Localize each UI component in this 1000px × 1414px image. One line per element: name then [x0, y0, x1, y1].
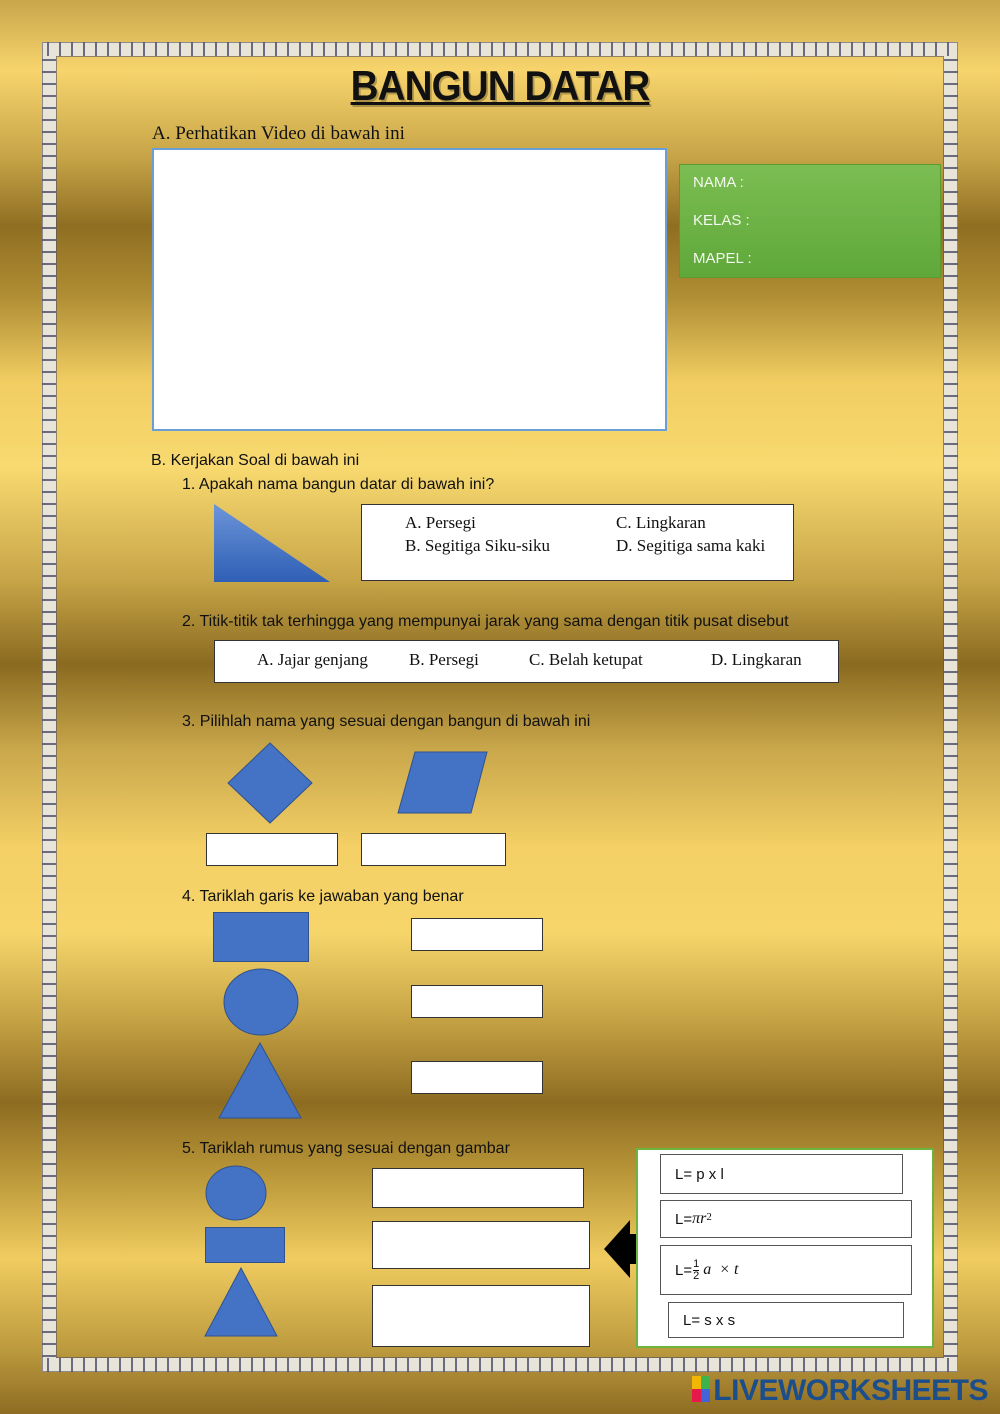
- liveworksheets-logo-icon: [692, 1376, 710, 1402]
- triangle-shape: [217, 1041, 303, 1120]
- right-triangle-shape: [208, 502, 334, 586]
- q5-answer-box-3[interactable]: [372, 1285, 590, 1347]
- formula-2-prefix: L=: [675, 1210, 693, 1228]
- q5-text: 5. Tariklah rumus yang sesuai dengan gambar: [182, 1140, 510, 1157]
- q2-option-a[interactable]: A. Jajar genjang: [257, 650, 368, 669]
- q2-option-c[interactable]: C. Belah ketupat: [529, 650, 643, 669]
- triangle-shape-q5: [203, 1266, 279, 1338]
- formula-panel: [636, 1148, 934, 1348]
- q2-options-box: [214, 640, 839, 683]
- q1-text: 1. Apakah nama bangun datar di bawah ini?: [182, 476, 495, 493]
- formula-2-exp: 2: [706, 1211, 712, 1223]
- video-player[interactable]: [152, 148, 667, 431]
- formula-4-text: L= s x s: [683, 1311, 736, 1329]
- kelas-label: KELAS :: [693, 212, 750, 229]
- rectangle-shape: [213, 912, 309, 962]
- formula-3-numerator: 1: [693, 1257, 700, 1270]
- q1-option-c[interactable]: C. Lingkaran: [616, 513, 706, 532]
- mapel-label: MAPEL :: [693, 250, 752, 267]
- q2-option-b[interactable]: B. Persegi: [409, 650, 479, 669]
- formula-card-2[interactable]: [660, 1200, 912, 1238]
- formula-2-pi: πr: [692, 1210, 707, 1227]
- q4-answer-box-1[interactable]: [411, 918, 543, 951]
- formula-1-text: L= p x l: [675, 1165, 724, 1183]
- student-info-box: [679, 164, 941, 278]
- q3-answer-input-2[interactable]: [361, 833, 506, 866]
- formula-card-3[interactable]: [660, 1245, 912, 1295]
- formula-card-1[interactable]: [660, 1154, 903, 1194]
- q1-options-box: [361, 504, 794, 581]
- circle-shape-q5: [204, 1164, 268, 1222]
- q3-answer-input-1[interactable]: [206, 833, 338, 866]
- q4-text: 4. Tariklah garis ke jawaban yang benar: [182, 888, 464, 905]
- formula-3-fraction: [693, 1259, 699, 1282]
- q1-option-d[interactable]: D. Segitiga sama kaki: [616, 536, 766, 555]
- q3-text: 3. Pilihlah nama yang sesuai dengan bangun di bawah ini: [182, 713, 591, 730]
- q2-text: 2. Titik-titik tak terhingga yang mempunyai jarak yang sama dengan titik pusat disebut: [182, 613, 789, 630]
- page-title: BANGUN DATAR: [350, 62, 650, 109]
- parallelogram-shape: [396, 751, 490, 815]
- section-a-label: A. Perhatikan Video di bawah ini: [152, 123, 405, 144]
- q4-answer-box-2[interactable]: [411, 985, 543, 1018]
- nama-label: NAMA :: [693, 174, 744, 191]
- rhombus-shape: [226, 742, 314, 824]
- formula-card-4[interactable]: [668, 1302, 904, 1338]
- q1-option-b[interactable]: B. Segitiga Siku-siku: [405, 536, 550, 555]
- q1-option-a[interactable]: A. Persegi: [405, 513, 476, 532]
- q4-answer-box-3[interactable]: [411, 1061, 543, 1094]
- section-b-label: B. Kerjakan Soal di bawah ini: [151, 452, 360, 469]
- formula-3-prefix: L=: [675, 1261, 693, 1279]
- q2-option-d[interactable]: D. Lingkaran: [711, 650, 802, 669]
- liveworksheets-logo[interactable]: LIVEWORKSHEETS: [713, 1374, 988, 1407]
- formula-3-denominator: 2: [693, 1269, 700, 1282]
- q5-answer-box-1[interactable]: [372, 1168, 584, 1208]
- formula-3-rest: a × t: [703, 1261, 739, 1278]
- rectangle-shape-q5: [205, 1227, 285, 1263]
- circle-shape: [222, 967, 300, 1037]
- q5-answer-box-2[interactable]: [372, 1221, 590, 1269]
